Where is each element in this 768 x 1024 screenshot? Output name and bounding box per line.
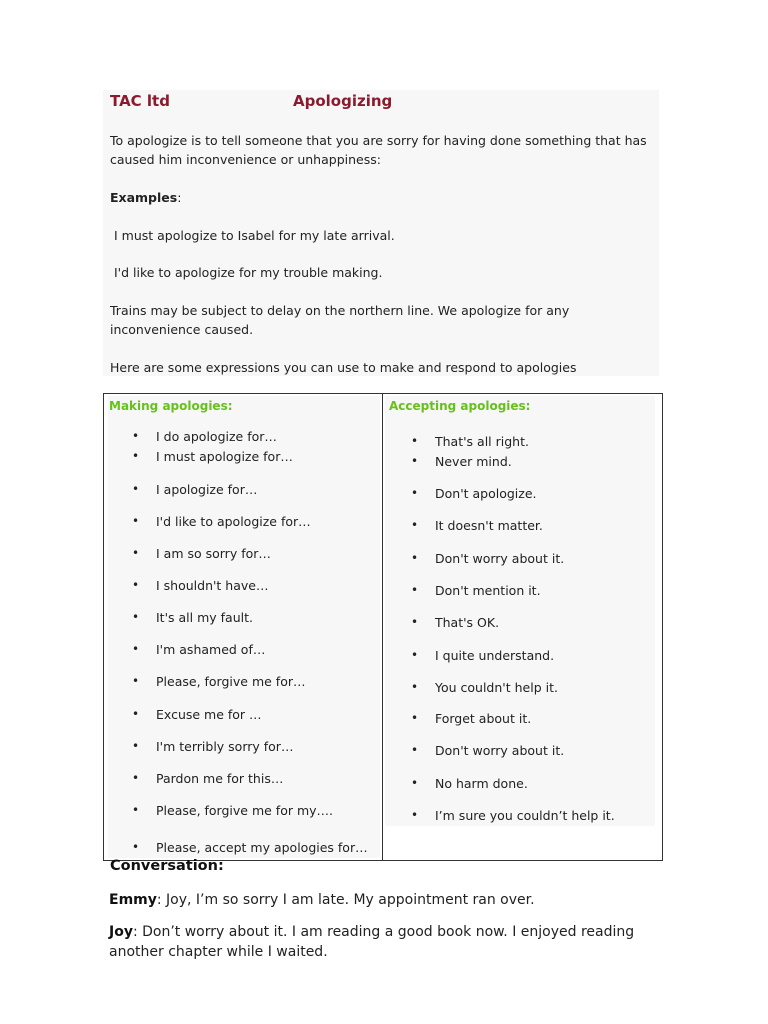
speaker-name: Joy	[109, 924, 133, 940]
list-item	[411, 743, 565, 758]
line-text: : Don’t worry about it. I am reading a good book now. I enjoyed reading another chapter while I waited.	[109, 924, 635, 960]
example-3: Trains may be subject to delay on the northern line. We apologize for any inconvenience caused.	[110, 303, 570, 337]
list-item-text: Forget about it.	[435, 711, 532, 726]
list-item	[132, 449, 293, 464]
expressions-intro: Here are some expressions you can use to make and respond to apologies	[110, 360, 577, 375]
conversation-line	[109, 922, 654, 962]
list-item-text: I must apologize for…	[156, 449, 293, 464]
bullet-icon: •	[132, 610, 140, 624]
bullet-icon: •	[132, 739, 140, 753]
bullet-icon: •	[411, 583, 419, 597]
examples-label	[110, 188, 655, 207]
list-item	[411, 583, 541, 598]
list-item-text: It's all my fault.	[156, 610, 253, 625]
conversation-line	[109, 890, 654, 910]
list-item-text: Please, forgive me for…	[156, 674, 306, 689]
list-item	[411, 776, 528, 791]
definition-text: To apologize is to tell someone that you are sorry for having done something that has caused him inconvenience or unhappiness:	[110, 133, 647, 167]
list-item	[132, 642, 266, 657]
document-title: Apologizing	[293, 92, 393, 110]
bullet-icon: •	[411, 551, 419, 565]
list-item-text: You couldn't help it.	[435, 680, 558, 695]
bullet-icon: •	[132, 514, 140, 528]
list-item	[132, 514, 311, 529]
conversation-title: Conversation:	[110, 858, 224, 874]
list-item	[132, 771, 284, 786]
list-item-text: Pardon me for this…	[156, 771, 284, 786]
list-item	[411, 680, 558, 695]
making-column	[108, 396, 380, 858]
bullet-icon: •	[411, 680, 419, 694]
list-item-text: I quite understand.	[435, 648, 555, 663]
list-item-text: Don't apologize.	[435, 486, 537, 501]
example-2: I'd like to apologize for my trouble making.	[114, 265, 383, 280]
list-item	[411, 518, 543, 533]
bullet-icon: •	[132, 429, 140, 443]
list-item	[411, 808, 615, 823]
list-item	[132, 546, 271, 561]
list-item-text: That's OK.	[435, 615, 500, 630]
company-name: TAC ltd	[110, 92, 170, 110]
bullet-icon: •	[132, 771, 140, 785]
list-item	[132, 674, 306, 689]
list-item-text: Please, accept my apologies for…	[156, 840, 368, 855]
list-item-text: Please, forgive me for my….	[156, 803, 333, 818]
column-divider	[382, 394, 383, 860]
bullet-icon: •	[132, 578, 140, 592]
examples-label-colon: :	[177, 190, 182, 205]
line-text: : Joy, I’m so sorry I am late. My appointment ran over.	[156, 892, 535, 908]
list-item-text: I apologize for…	[156, 482, 258, 497]
bullet-icon: •	[132, 482, 140, 496]
list-item	[411, 454, 512, 469]
list-item-text: I'm ashamed of…	[156, 642, 266, 657]
bullet-icon: •	[132, 803, 140, 817]
list-item-text: I am so sorry for…	[156, 546, 271, 561]
bullet-icon: •	[411, 434, 419, 448]
list-item	[411, 486, 537, 501]
list-item	[411, 615, 500, 630]
bullet-icon: •	[411, 486, 419, 500]
list-item	[132, 578, 269, 593]
list-item-text: Don't worry about it.	[435, 743, 565, 758]
speaker-name: Emmy	[109, 892, 157, 908]
bullet-icon: •	[411, 711, 419, 725]
bullet-icon: •	[132, 840, 140, 854]
list-item-text: I'd like to apologize for…	[156, 514, 311, 529]
list-item-text: I’m sure you couldn’t help it.	[435, 808, 615, 823]
bullet-icon: •	[132, 449, 140, 463]
list-item	[132, 610, 253, 625]
list-item-text: Never mind.	[435, 454, 512, 469]
bullet-icon: •	[411, 518, 419, 532]
list-item	[132, 739, 294, 754]
bullet-icon: •	[411, 743, 419, 757]
list-item	[132, 707, 262, 722]
list-item-text: I shouldn't have…	[156, 578, 269, 593]
list-item-text: No harm done.	[435, 776, 528, 791]
bullet-icon: •	[132, 642, 140, 656]
making-heading: Making apologies:	[109, 399, 233, 413]
accepting-heading: Accepting apologies:	[389, 399, 531, 413]
bullet-icon: •	[411, 615, 419, 629]
accepting-column	[385, 396, 655, 826]
examples-label-text: Examples	[110, 190, 178, 205]
list-item	[132, 482, 258, 497]
list-item	[411, 551, 565, 566]
list-item	[132, 803, 333, 818]
list-item-text: It doesn't matter.	[435, 518, 543, 533]
bullet-icon: •	[411, 454, 419, 468]
list-item	[132, 429, 277, 444]
list-item-text: I do apologize for…	[156, 429, 277, 444]
bullet-icon: •	[411, 808, 419, 822]
list-item	[411, 648, 555, 663]
list-item	[411, 711, 532, 726]
bullet-icon: •	[132, 707, 140, 721]
list-item-text: Don't mention it.	[435, 583, 541, 598]
example-1: I must apologize to Isabel for my late arrival.	[114, 228, 395, 243]
apologies-table	[103, 393, 663, 861]
list-item	[132, 840, 368, 855]
list-item-text: That's all right.	[435, 434, 529, 449]
list-item-text: I'm terribly sorry for…	[156, 739, 294, 754]
bullet-icon: •	[411, 776, 419, 790]
bullet-icon: •	[132, 546, 140, 560]
list-item-text: Don't worry about it.	[435, 551, 565, 566]
bullet-icon: •	[411, 648, 419, 662]
list-item	[411, 434, 529, 449]
list-item-text: Excuse me for …	[156, 707, 262, 722]
bullet-icon: •	[132, 674, 140, 688]
